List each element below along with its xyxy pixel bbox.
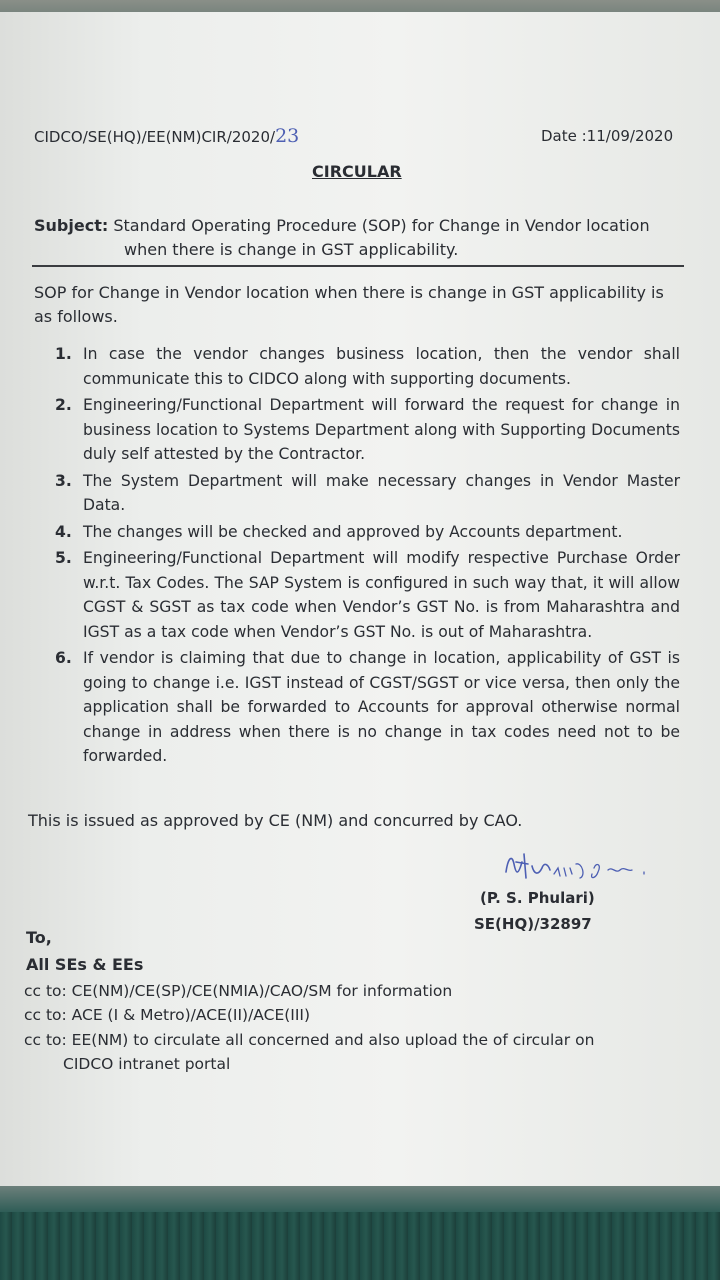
addressee-label: To, [26, 928, 52, 947]
circular-date: Date :11/09/2020 [541, 127, 674, 145]
sop-step [55, 646, 680, 769]
subject-line-1 [34, 214, 650, 238]
sop-steps-list [55, 342, 680, 771]
step-text: The System Department will make necessary changes in Vendor Master Data. [83, 471, 680, 514]
signatory-name: (P. S. Phulari) [480, 889, 595, 907]
reference-number [34, 125, 299, 147]
sop-step [55, 546, 680, 644]
handwritten-signature [498, 850, 648, 890]
subject-label: Subject: [34, 216, 109, 235]
step-number: 3. [55, 471, 72, 490]
subject-line-2: when there is change in GST applicability. [124, 240, 459, 259]
step-text: In case the vendor changes business location, then the vendor shall communicate this to CIDCO along with supporting documents. [83, 345, 680, 388]
step-text: The changes will be checked and approved by Accounts department. [83, 522, 623, 541]
background-surface [0, 1212, 720, 1280]
sop-step [55, 342, 680, 391]
subject-text-1: Standard Operating Procedure (SOP) for Change in Vendor location [113, 216, 650, 235]
step-text: Engineering/Functional Department will forward the request for change in business location to Systems Department along with Supporting Documents duly self attested by the Contractor. [83, 396, 680, 463]
closing-statement: This is issued as approved by CE (NM) and concurred by CAO. [28, 811, 523, 830]
step-text: If vendor is claiming that due to change in location, applicability of GST is going to change i.e. IGST instead of CGST/SGST or vice versa, then only the application shall be forwarded to Accounts for approval otherwise normal change in address when there is no change in tax codes need not to be forwarded. [83, 649, 680, 765]
intro-paragraph: SOP for Change in Vendor location when there is change in GST applicability is as follows. [34, 283, 664, 326]
signatory-designation: SE(HQ)/32897 [474, 915, 592, 933]
step-number: 5. [55, 549, 72, 567]
subject-underline-divider [32, 265, 684, 267]
step-number: 2. [55, 396, 72, 414]
step-number: 1. [55, 345, 72, 363]
addressee-recipients: All SEs & EEs [26, 955, 144, 974]
paper-shadow-edge [0, 1186, 720, 1212]
cc-line: cc to: ACE (I & Metro)/ACE(II)/ACE(III) [24, 1006, 311, 1024]
cc-line: cc to: EE(NM) to circulate all concerned and also upload the of circular on [24, 1031, 595, 1049]
sop-step [55, 469, 680, 518]
cc-line-continuation: CIDCO intranet portal [63, 1055, 231, 1073]
step-number: 6. [55, 649, 72, 667]
handwritten-reference-number: 23 [275, 125, 300, 147]
step-number: 4. [55, 522, 72, 541]
subject-block [34, 214, 650, 262]
sop-step [55, 520, 680, 545]
document-title: CIRCULAR [312, 162, 402, 181]
reference-prefix: CIDCO/SE(HQ)/EE(NM)CIR/2020/ [34, 128, 276, 146]
circular-document [0, 12, 720, 1194]
cc-line: cc to: CE(NM)/CE(SP)/CE(NMIA)/CAO/SM for information [24, 982, 453, 1000]
step-text: Engineering/Functional Department will modify respective Purchase Order w.r.t. Tax Codes. The SAP System is configured in such way that, it will allow CGST & SGST as tax code when Vendor’s GST No. is from Maharashtra and IGST as a tax code when Vendor’s GST No. is out of Maharashtra. [83, 549, 680, 641]
sop-step [55, 393, 680, 467]
